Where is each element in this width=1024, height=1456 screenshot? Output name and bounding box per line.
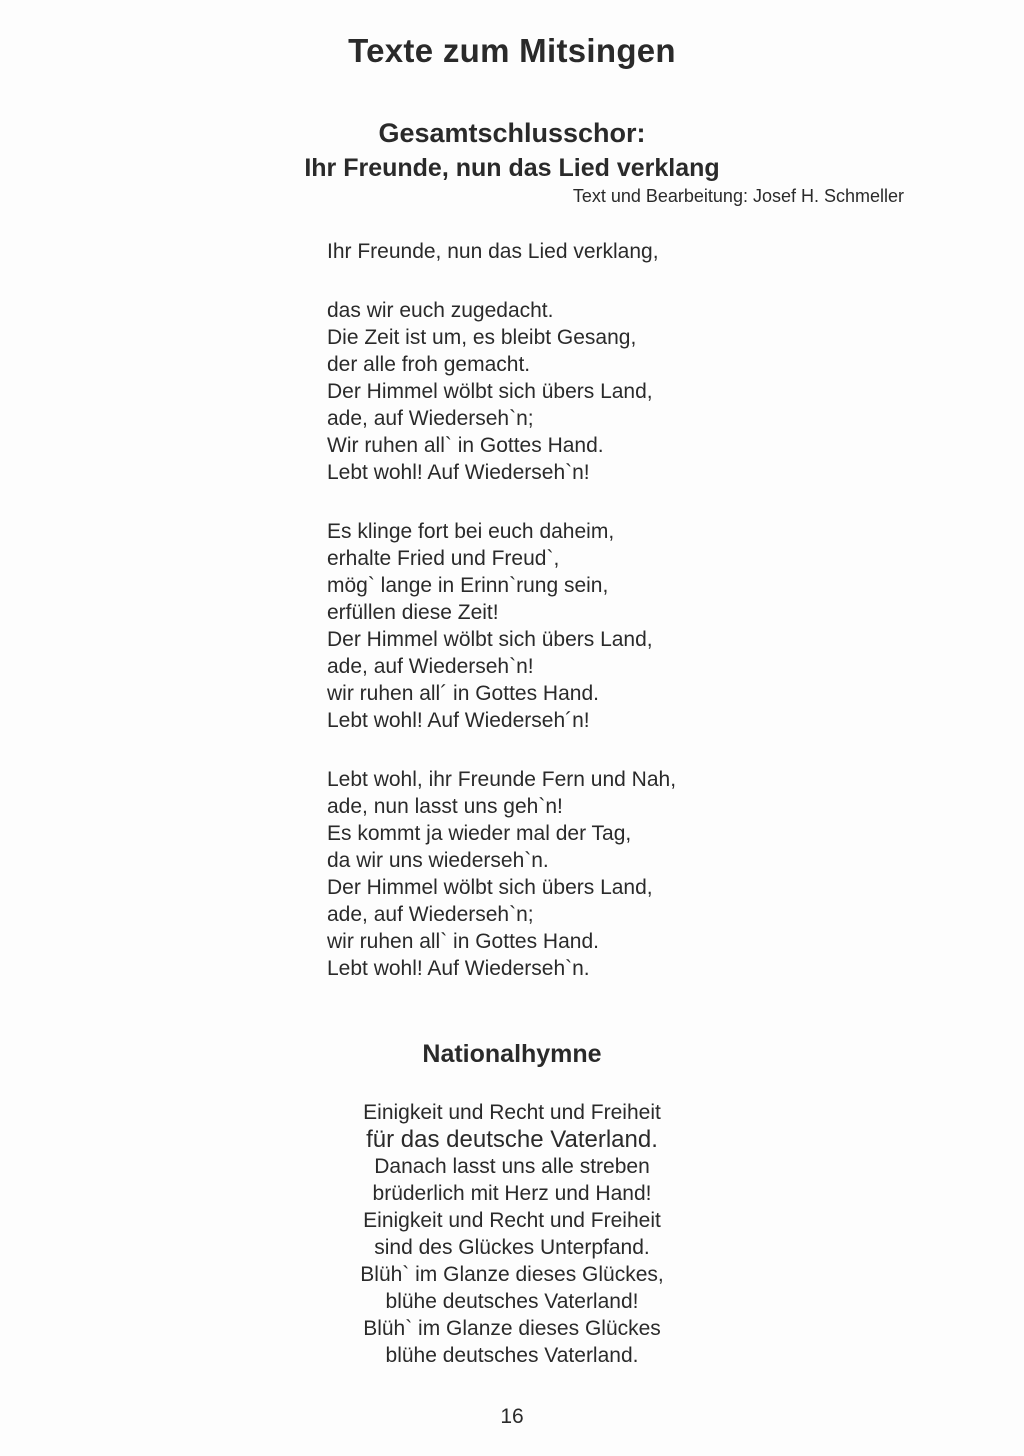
anthem-line: Einigkeit und Recht und Freiheit	[363, 1209, 661, 1232]
lyric-line: Wir ruhen all` in Gottes Hand.	[327, 434, 604, 457]
lyric-line: Lebt wohl, ihr Freunde Fern und Nah,	[327, 768, 677, 791]
lyric-line: wir ruhen all´ in Gottes Hand.	[327, 682, 599, 705]
lyric-line: da wir uns wiederseh`n.	[327, 849, 549, 872]
page-number: 16	[500, 1405, 524, 1428]
lyric-line: ade, auf Wiederseh`n;	[327, 903, 534, 926]
stanza-1	[327, 238, 787, 265]
song-subtitle: Ihr Freunde, nun das Lied verklang	[304, 154, 720, 182]
lyric-line: mög` lange in Erinn`rung sein,	[327, 574, 609, 597]
stanza-2	[327, 297, 787, 486]
lyric-line: Der Himmel wölbt sich übers Land,	[327, 380, 653, 403]
stanza-3	[327, 518, 787, 734]
lyric-line: Ihr Freunde, nun das Lied verklang,	[327, 240, 659, 263]
lyric-line: wir ruhen all` in Gottes Hand.	[327, 930, 599, 953]
lyric-line: Der Himmel wölbt sich übers Land,	[327, 628, 653, 651]
anthem-line: Blüh` im Glanze dieses Glückes,	[360, 1263, 664, 1286]
lyric-line: der alle froh gemacht.	[327, 353, 531, 376]
anthem-line: Blüh` im Glanze dieses Glückes	[363, 1317, 661, 1340]
lyric-line: erhalte Fried und Freud`,	[327, 547, 560, 570]
song-lyrics	[327, 238, 787, 1014]
anthem-lyrics	[0, 1099, 1024, 1369]
lyric-line: Es kommt ja wieder mal der Tag,	[327, 822, 632, 845]
song-title: Gesamtschlusschor:	[378, 118, 646, 148]
anthem-line: blühe deutsches Vaterland!	[385, 1290, 639, 1313]
lyric-line: Lebt wohl! Auf Wiederseh´n!	[327, 709, 590, 732]
anthem-line: brüderlich mit Herz und Hand!	[372, 1182, 652, 1205]
anthem-line: für das deutsche Vaterland.	[366, 1126, 658, 1153]
lyric-line: Die Zeit ist um, es bleibt Gesang,	[327, 326, 637, 349]
lyric-line: Lebt wohl! Auf Wiederseh`n!	[327, 461, 590, 484]
lyric-line: ade, nun lasst uns geh`n!	[327, 795, 563, 818]
page-title: Texte zum Mitsingen	[348, 32, 676, 69]
lyric-line: ade, auf Wiederseh`n;	[327, 407, 534, 430]
anthem-line: Danach lasst uns alle streben	[374, 1155, 650, 1178]
anthem-line: sind des Glückes Unterpfand.	[374, 1236, 650, 1259]
lyric-line: Der Himmel wölbt sich übers Land,	[327, 876, 653, 899]
lyric-line: erfüllen diese Zeit!	[327, 601, 499, 624]
song-credit: Text und Bearbeitung: Josef H. Schmeller	[572, 186, 904, 206]
lyric-line: Es klinge fort bei euch daheim,	[327, 520, 615, 543]
lyric-line: Lebt wohl! Auf Wiederseh`n.	[327, 957, 590, 980]
anthem-heading: Nationalhymne	[422, 1040, 602, 1068]
lyric-line: ade, auf Wiederseh`n!	[327, 655, 534, 678]
anthem-line: Einigkeit und Recht und Freiheit	[363, 1101, 661, 1124]
lyric-line: das wir euch zugedacht.	[327, 299, 554, 322]
anthem-line: blühe deutsches Vaterland.	[385, 1344, 639, 1367]
stanza-4	[327, 766, 787, 982]
